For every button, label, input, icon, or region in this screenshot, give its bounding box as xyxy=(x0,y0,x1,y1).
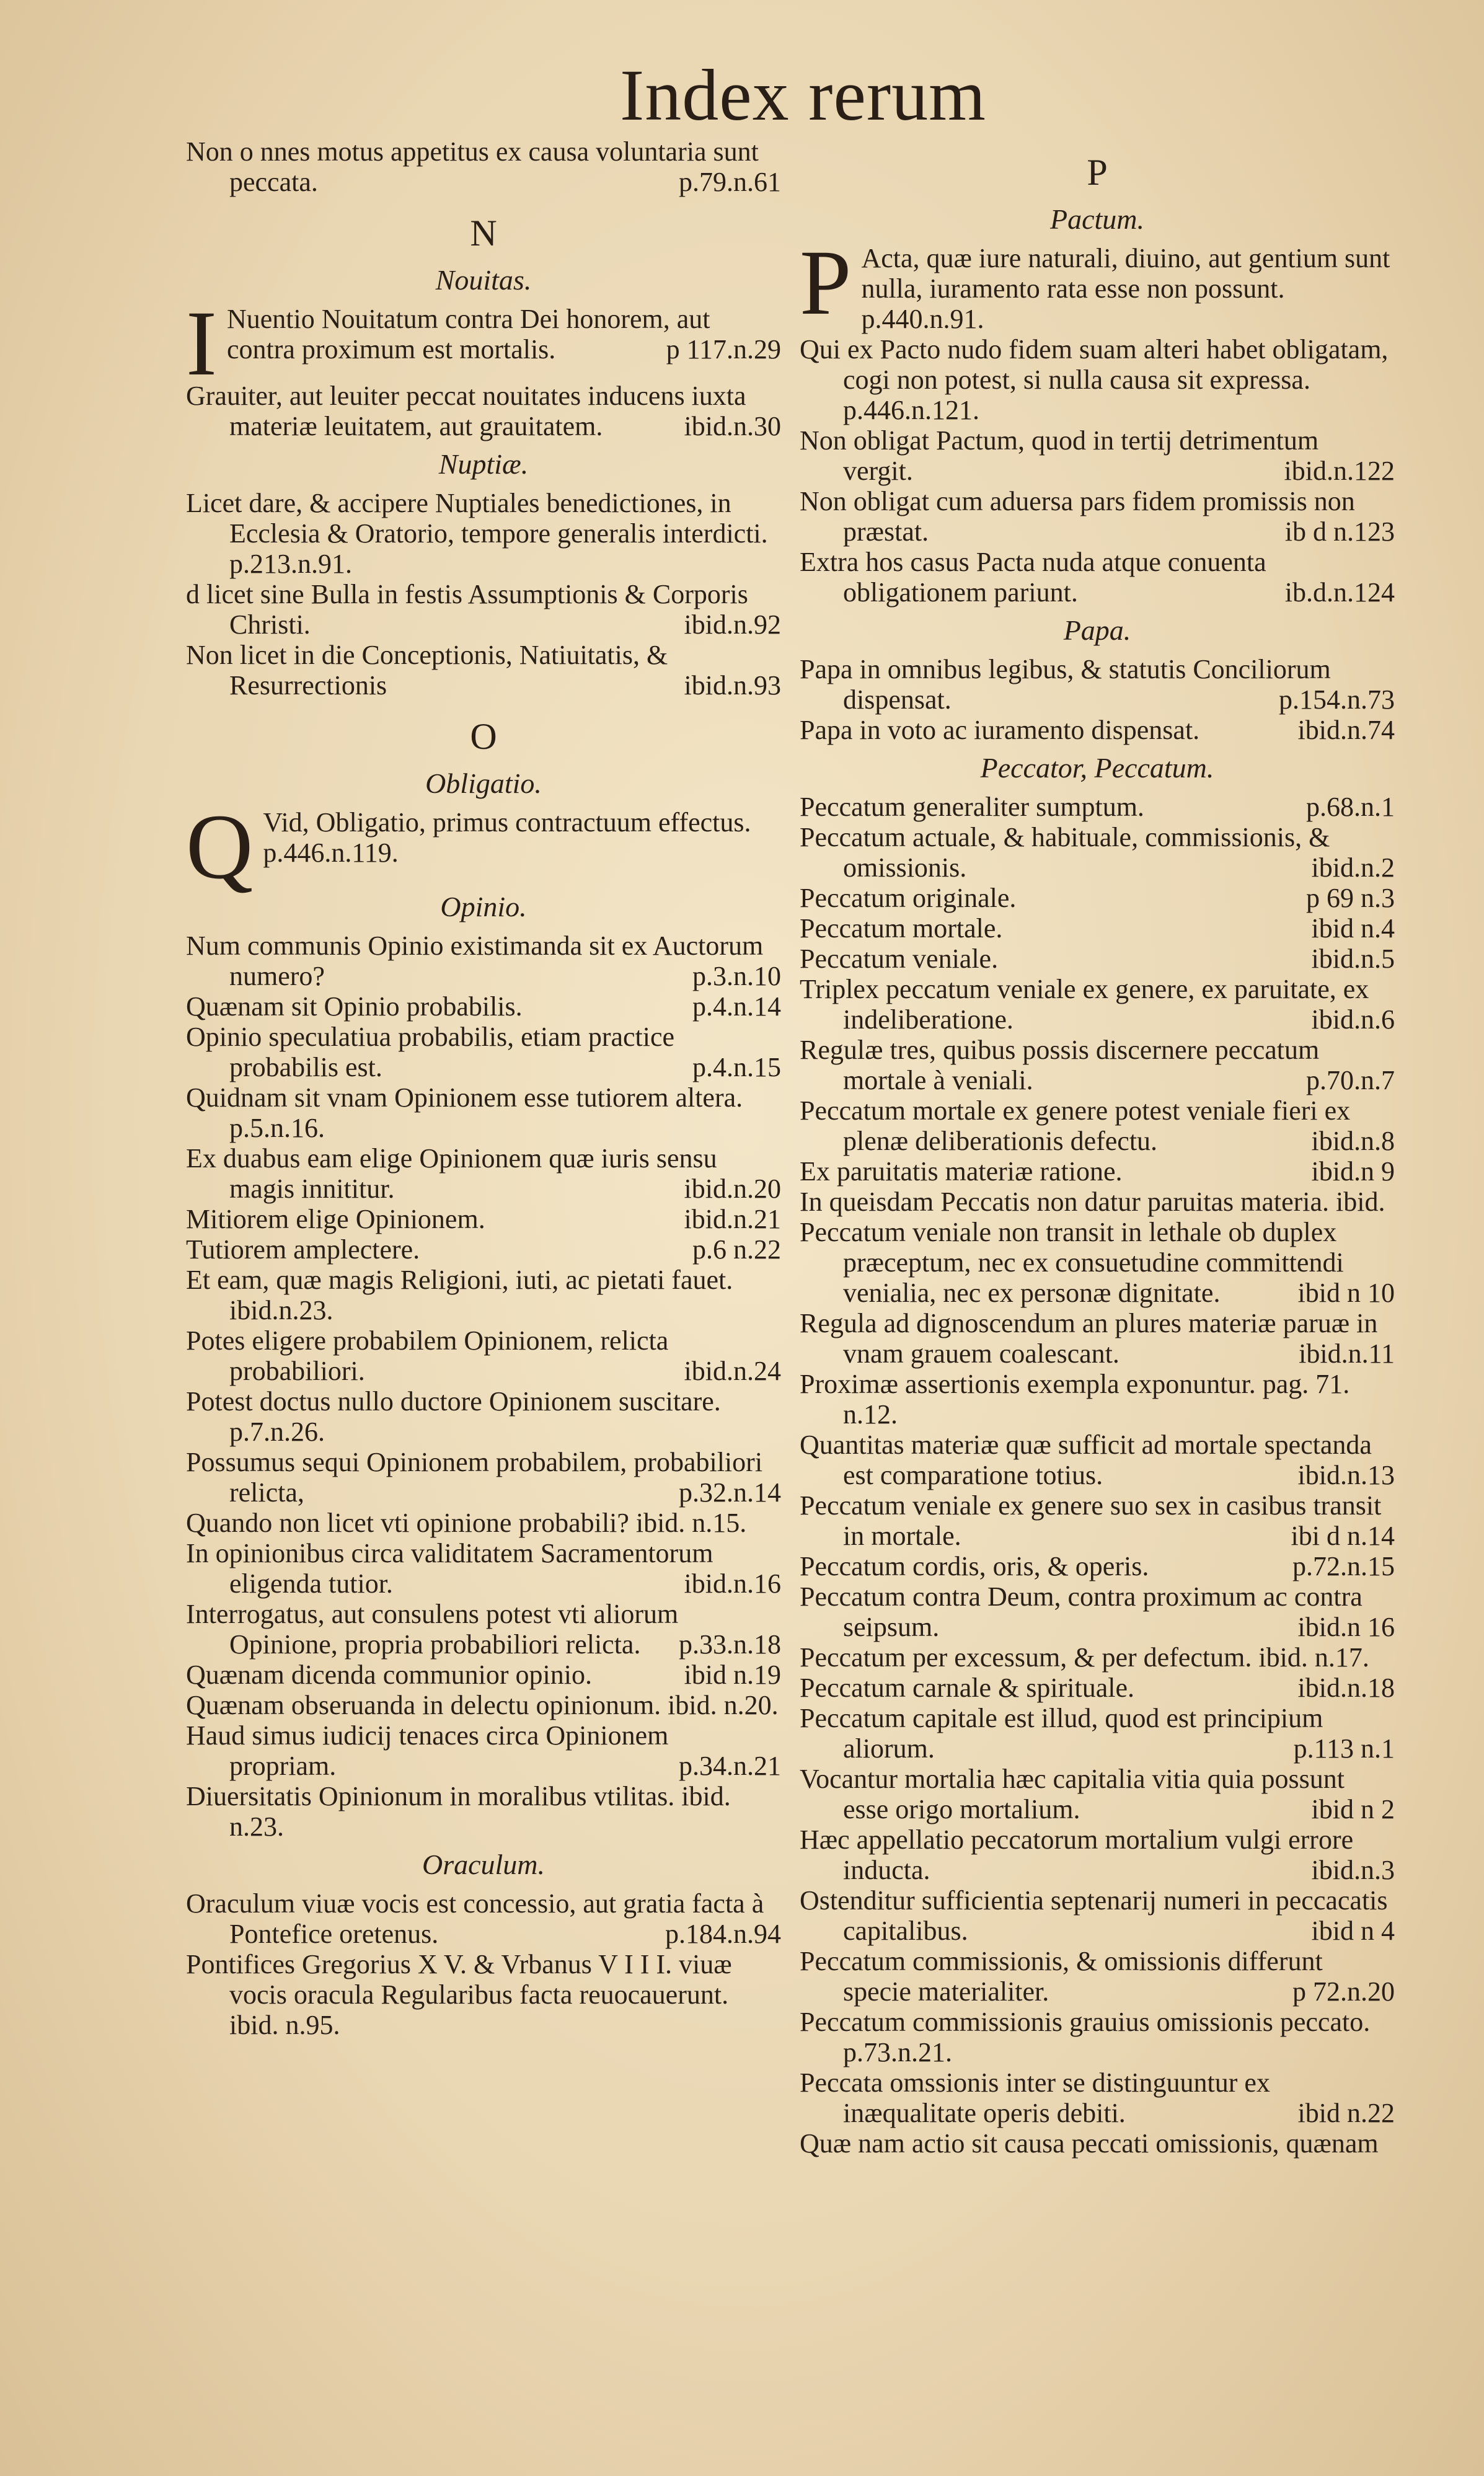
entry-text: Quantitas materiæ quæ sufficit ad mortale spectanda est comparatione totius. xyxy=(800,1430,1372,1490)
entry-reference: ibid.n 9 xyxy=(1311,1156,1395,1187)
entry-text: Peccatum actuale, & habituale, commissionis, & omissionis. xyxy=(800,822,1330,883)
index-entry xyxy=(186,1508,781,1538)
entry-text: Peccatum per excessum, & per defectum. ibid. n.17. xyxy=(800,1642,1369,1673)
index-entry xyxy=(186,1599,781,1660)
entry-reference: p.34.n.21 xyxy=(679,1751,781,1781)
entry-text: Ex paruitatis materiæ ratione. xyxy=(800,1156,1123,1187)
index-entry xyxy=(800,944,1395,974)
index-entry xyxy=(186,292,781,395)
entry-reference: p.72.n.15 xyxy=(1292,1551,1395,1581)
entry-reference: ibid.n.93 xyxy=(684,670,781,701)
entry-text: Peccatum commissionis grauius omissionis peccato. p.73.n.21. xyxy=(800,2007,1371,2067)
section-title: Opinio. xyxy=(440,891,527,922)
section-title: Peccator, Peccatum. xyxy=(980,752,1214,784)
index-entry xyxy=(800,792,1395,822)
entry-reference: p.6 n.22 xyxy=(692,1234,781,1265)
section-title: Papa. xyxy=(1063,614,1131,646)
entry-reference: ibid.n.92 xyxy=(684,609,781,640)
index-entry xyxy=(186,991,781,1022)
entry-reference: p.79.n.61 xyxy=(679,167,781,197)
index-entry xyxy=(186,1447,781,1508)
entry-text: In opinionibus circa validitatem Sacramentorum eligenda tutior. xyxy=(186,1538,713,1599)
section-title: Pactum. xyxy=(1049,203,1144,235)
entry-text: Quidnam sit vnam Opinionem esse tutiorem altera. p.5.n.16. xyxy=(186,1082,743,1143)
index-entry xyxy=(186,1143,781,1204)
entry-reference: ibid.n.18 xyxy=(1297,1673,1395,1703)
entry-text: Peccatum carnale & spirituale. xyxy=(800,1673,1134,1703)
index-entry xyxy=(800,1217,1395,1308)
entry-text: Acta, quæ iure naturali, diuino, aut gentium sunt nulla, iuramento rata esse non possunt. p.440.n.91. xyxy=(861,243,1390,334)
entry-reference: ibid n.19 xyxy=(684,1660,781,1690)
index-entry xyxy=(186,1022,781,1082)
entry-reference: p.70.n.7 xyxy=(1306,1065,1395,1095)
entry-text: Peccatum commissionis, & omissionis differunt specie materialiter. xyxy=(800,1946,1323,2007)
index-entry xyxy=(186,1781,781,1842)
entry-text: Grauiter, aut leuiter peccat nouitates inducens iuxta materiæ leuitatem, aut grauitatem. xyxy=(186,381,746,441)
entry-text: Peccatum contra Deum, contra proximum ac contra seipsum. xyxy=(800,1581,1363,1642)
left-column xyxy=(186,136,781,2040)
entry-reference: ibid.n.8 xyxy=(1311,1126,1395,1156)
index-entry xyxy=(186,1082,781,1143)
entry-text: Possumus sequi Opinionem probabilem, probabiliori relicta, xyxy=(186,1447,763,1508)
entry-reference: ibid.n.74 xyxy=(1297,715,1395,745)
entry-text: Peccatum mortale ex genere potest veniale fieri ex plenæ deliberationis defectu. xyxy=(800,1095,1351,1156)
entry-text: Non obligat Pactum, quod in tertij detrimentum vergit. xyxy=(800,425,1319,486)
index-entry xyxy=(186,1386,781,1447)
index-entry xyxy=(186,1949,781,2040)
index-entry xyxy=(800,1551,1395,1581)
entry-reference: ibid.n.24 xyxy=(684,1356,781,1386)
entry-text: Quænam sit Opinio probabilis. xyxy=(186,991,523,1022)
entry-text: Oraculum viuæ vocis est concessio, aut gratia facta à Pontefice oretenus. xyxy=(186,1888,764,1949)
entry-text: Num communis Opinio existimanda sit ex Auctorum numero? xyxy=(186,931,764,991)
entry-text: Quænam dicenda communior opinio. xyxy=(186,1660,592,1690)
entry-text: Peccatum originale. xyxy=(800,883,1017,913)
entry-reference: ibid.n.6 xyxy=(1311,1004,1395,1035)
entry-reference: ibid n.4 xyxy=(1311,913,1395,944)
index-entry xyxy=(186,1660,781,1690)
entry-text: Pontifices Gregorius X V. & Vrbanus V I I I. viuæ vocis oracula Regularibus facta reuocauerunt. ibid. n.95. xyxy=(186,1949,732,2040)
entry-reference: p 117.n.29 xyxy=(666,334,781,365)
index-entry xyxy=(186,1888,781,1949)
index-entry xyxy=(800,1581,1395,1642)
entry-text: Non licet in die Conceptionis, Natiuitatis, & Resurrectionis xyxy=(186,640,668,701)
index-entry xyxy=(800,486,1395,547)
entry-reference: p.184.n.94 xyxy=(665,1919,781,1949)
section-title: Nuptiæ. xyxy=(438,448,529,480)
index-entry xyxy=(800,1703,1395,1764)
entry-text: Interrogatus, aut consulens potest vti aliorum Opinione, propria probabiliori relicta. xyxy=(186,1599,679,1660)
entry-text: In queisdam Peccatis non datur paruitas materia. ibid. xyxy=(800,1187,1385,1217)
entry-reference: ibid.n.5 xyxy=(1311,944,1395,974)
entry-reference: ib d n.123 xyxy=(1284,516,1395,547)
drop-capital: I xyxy=(186,292,217,395)
index-entry xyxy=(186,1720,781,1781)
entry-reference: ibid.n.16 xyxy=(684,1568,781,1599)
index-entry xyxy=(800,1764,1395,1824)
entry-reference: ibi d n.14 xyxy=(1291,1521,1395,1551)
entry-reference: p.68.n.1 xyxy=(1306,792,1395,822)
page-title: Index rerum xyxy=(620,55,986,136)
entry-reference: ib.d.n.124 xyxy=(1284,577,1395,608)
entry-text: Proximæ assertionis exempla exponuntur. pag. 71. n.12. xyxy=(800,1369,1350,1430)
index-entry xyxy=(186,1538,781,1599)
entry-reference: ibid n.22 xyxy=(1297,2098,1395,2128)
entry-reference: ibid.n.3 xyxy=(1311,1855,1395,1885)
entry-reference: ibid n 10 xyxy=(1297,1278,1395,1308)
index-entry xyxy=(800,1095,1395,1156)
entry-reference: ibid.n.2 xyxy=(1311,852,1395,883)
entry-reference: ibid.n.20 xyxy=(684,1174,781,1204)
entry-text: Potest doctus nullo ductore Opinionem suscitare. p.7.n.26. xyxy=(186,1386,721,1447)
index-entry xyxy=(800,883,1395,913)
index-entry xyxy=(800,334,1395,425)
entry-text: Peccatum capitale est illud, quod est principium aliorum. xyxy=(800,1703,1323,1764)
entry-reference: ibid n 2 xyxy=(1311,1794,1395,1824)
index-entry xyxy=(800,1308,1395,1369)
index-entry xyxy=(800,2007,1395,2067)
index-entry xyxy=(186,795,781,898)
entry-text: Diuersitatis Opinionum in moralibus vtilitas. ibid. n.23. xyxy=(186,1781,731,1842)
entry-text: d licet sine Bulla in festis Assumptionis & Corporis Christi. xyxy=(186,579,748,640)
entry-reference: ibid.n.11 xyxy=(1299,1338,1395,1369)
index-entry xyxy=(186,1265,781,1325)
entry-text: Peccatum veniale. xyxy=(800,944,999,974)
index-entry xyxy=(186,1204,781,1234)
index-entry xyxy=(800,547,1395,608)
drop-capital: P xyxy=(800,231,852,334)
index-entry xyxy=(800,1430,1395,1490)
entry-text: Peccatum mortale. xyxy=(800,913,1003,944)
index-entry xyxy=(800,1490,1395,1551)
entry-reference: ibid.n.21 xyxy=(684,1204,781,1234)
entry-text: Ex duabus eam elige Opinionem quæ iuris sensu magis innititur. xyxy=(186,1143,717,1204)
section-title: Obligatio. xyxy=(425,767,542,799)
index-entry xyxy=(800,1156,1395,1187)
index-entry xyxy=(186,136,781,197)
index-entry xyxy=(800,231,1395,334)
entry-reference: ibid.n.13 xyxy=(1297,1460,1395,1490)
right-column xyxy=(800,136,1395,2159)
entry-text: Extra hos casus Pacta nuda atque conuenta obligationem pariunt. xyxy=(800,547,1266,608)
entry-text: Nuentio Nouitatum contra Dei honorem, aut contra proximum est mortalis. xyxy=(226,304,710,365)
index-entry xyxy=(186,931,781,991)
entry-text: Vid, Obligatio, primus contractuum effectus. p.446.n.119. xyxy=(263,807,751,868)
entry-text: Quando non licet vti opinione probabili? ibid. n.15. xyxy=(186,1508,747,1538)
index-entry xyxy=(800,1946,1395,2007)
entry-reference: ibid.n 16 xyxy=(1297,1612,1395,1642)
entry-reference: p.32.n.14 xyxy=(679,1477,781,1508)
index-entry xyxy=(800,425,1395,486)
index-entry xyxy=(800,1673,1395,1703)
index-entry xyxy=(800,1035,1395,1095)
index-entry xyxy=(800,1187,1395,1217)
entry-text: Opinio speculatiua probabilis, etiam practice probabilis est. xyxy=(186,1022,675,1082)
entry-text: Hæc appellatio peccatorum mortalium vulgi errore inducta. xyxy=(800,1824,1354,1885)
index-entry xyxy=(800,1885,1395,1946)
entry-text: Peccatum veniale ex genere suo sex in casibus transit in mortale. xyxy=(800,1490,1382,1551)
entry-text: Papa in voto ac iuramento dispensat. xyxy=(800,715,1200,745)
entry-text: Peccata omssionis inter se distinguuntur ex inæqualitate operis debiti. xyxy=(800,2067,1270,2128)
entry-reference: p.113 n.1 xyxy=(1293,1733,1395,1764)
index-entry xyxy=(800,2067,1395,2128)
entry-reference: p.154.n.73 xyxy=(1279,684,1395,715)
section-title: Nouitas. xyxy=(435,264,532,296)
entry-reference: p.33.n.18 xyxy=(679,1629,781,1660)
entry-text: Non o nnes motus appetitus ex causa voluntaria sunt peccata. xyxy=(186,136,759,197)
entry-text: Quæ nam actio sit causa peccati omissionis, quænam xyxy=(800,2128,1379,2159)
entry-reference: p.4.n.15 xyxy=(692,1052,781,1082)
index-entry xyxy=(800,654,1395,715)
entry-text: Mitiorem elige Opinionem. xyxy=(186,1204,485,1234)
section-letter: P xyxy=(1087,152,1108,193)
index-entry xyxy=(800,913,1395,944)
section-title: Oraculum. xyxy=(422,1849,545,1880)
section-letter: O xyxy=(470,716,497,757)
index-entry xyxy=(800,822,1395,883)
entry-text: Non obligat cum aduersa pars fidem promissis non præstat. xyxy=(800,486,1355,547)
index-entry xyxy=(186,1234,781,1265)
index-entry xyxy=(186,488,781,579)
index-entry xyxy=(186,1690,781,1720)
entry-text: Ostenditur sufficientia septenarij numeri in peccacatis capitalibus. xyxy=(800,1885,1388,1946)
section-letter: N xyxy=(470,213,497,254)
index-entry xyxy=(186,381,781,441)
index-entry xyxy=(186,579,781,640)
entry-text: Peccatum cordis, oris, & operis. xyxy=(800,1551,1149,1581)
index-entry xyxy=(800,1642,1395,1673)
index-entry xyxy=(800,974,1395,1035)
entry-text: Vocantur mortalia hæc capitalia vitia quia possunt esse origo mortalium. xyxy=(800,1764,1345,1824)
entry-text: Licet dare, & accipere Nuptiales benedictiones, in Ecclesia & Oratorio, tempore generalis interdicti. p.213.n.91. xyxy=(186,488,768,579)
entry-reference: ibid.n.30 xyxy=(684,411,781,441)
entry-reference: p.3.n.10 xyxy=(692,961,781,991)
entry-reference: ibid n 4 xyxy=(1311,1916,1395,1946)
index-entry xyxy=(800,1824,1395,1885)
entry-text: Peccatum veniale non transit in lethale ob duplex præceptum, nec ex consuetudine committendi venialia, nec ex personæ dignitate. xyxy=(800,1217,1344,1308)
entry-reference: p 69 n.3 xyxy=(1306,883,1395,913)
index-entry xyxy=(800,1369,1395,1430)
entry-text: Quænam obseruanda in delectu opinionum. ibid. n.20. xyxy=(186,1690,779,1720)
entry-text: Peccatum generaliter sumptum. xyxy=(800,792,1144,822)
entry-text: Et eam, quæ magis Religioni, iuti, ac pietati fauet. ibid.n.23. xyxy=(186,1265,733,1325)
entry-text: Tutiorem amplectere. xyxy=(186,1234,420,1265)
entry-text: Regula ad dignoscendum an plures materiæ paruæ in vnam grauem coalescant. xyxy=(800,1308,1378,1369)
entry-text: Regulæ tres, quibus possis discernere peccatum mortale à veniali. xyxy=(800,1035,1320,1095)
entry-text: Qui ex Pacto nudo fidem suam alteri habet obligatam, cogi non potest, si nulla causa sit expressa. p.446.n.121. xyxy=(800,334,1389,425)
index-entry xyxy=(800,2128,1395,2159)
entry-text: Haud simus iudicij tenaces circa Opinionem propriam. xyxy=(186,1720,669,1781)
index-entry xyxy=(186,1325,781,1386)
index-entry xyxy=(186,640,781,701)
entry-text: Potes eligere probabilem Opinionem, relicta probabiliori. xyxy=(186,1325,669,1386)
entry-text: Triplex peccatum veniale ex genere, ex paruitate, ex indeliberatione. xyxy=(800,974,1369,1035)
drop-capital: Q xyxy=(186,795,254,898)
entry-reference: p.4.n.14 xyxy=(692,991,781,1022)
index-entry xyxy=(800,715,1395,745)
entry-text: Papa in omnibus legibus, & statutis Conciliorum dispensat. xyxy=(800,654,1331,715)
entry-reference: ibid.n.122 xyxy=(1284,456,1395,486)
entry-reference: p 72.n.20 xyxy=(1292,1976,1395,2007)
